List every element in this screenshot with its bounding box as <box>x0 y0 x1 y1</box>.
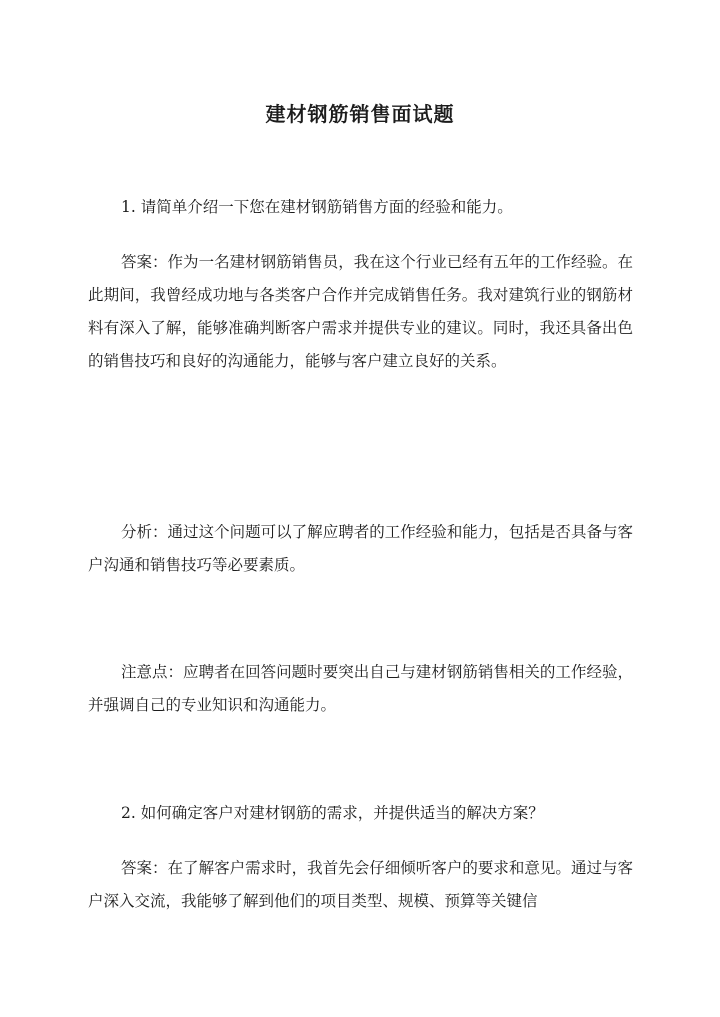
document-title: 建材钢筋销售面试题 <box>265 102 455 127</box>
analysis-1: 分析：通过这个问题可以了解应聘者的工作经验和能力，包括是否具备与客户沟通和销售技巧等必要素质。 <box>88 523 633 574</box>
answer-2: 答案：在了解客户需求时，我首先会仔细倾听客户的要求和意见。通过与客户深入交流，我能够了解到他们的项目类型、规模、预算等关键信 <box>88 859 633 910</box>
notes-1: 注意点：应聘者在回答问题时要突出自己与建材钢筋销售相关的工作经验，并强调自己的专业知识和沟通能力。 <box>88 663 633 714</box>
question-1: 1. 请简单介绍一下您在建材钢筋销售方面的经验和能力。 <box>121 198 513 216</box>
answer-1: 答案：作为一名建材钢筋销售员，我在这个行业已经有五年的工作经验。在此期间，我曾经成功地与各类客户合作并完成销售任务。我对建筑行业的钢筋材料有深入了解，能够准确判断客户需求并提供专业的建议。同时，我还具备出色的销售技巧和良好的沟通能力，能够与客户建立良好的关系。 <box>88 253 633 370</box>
question-2: 2. 如何确定客户对建材钢筋的需求，并提供适当的解决方案？ <box>121 804 544 822</box>
